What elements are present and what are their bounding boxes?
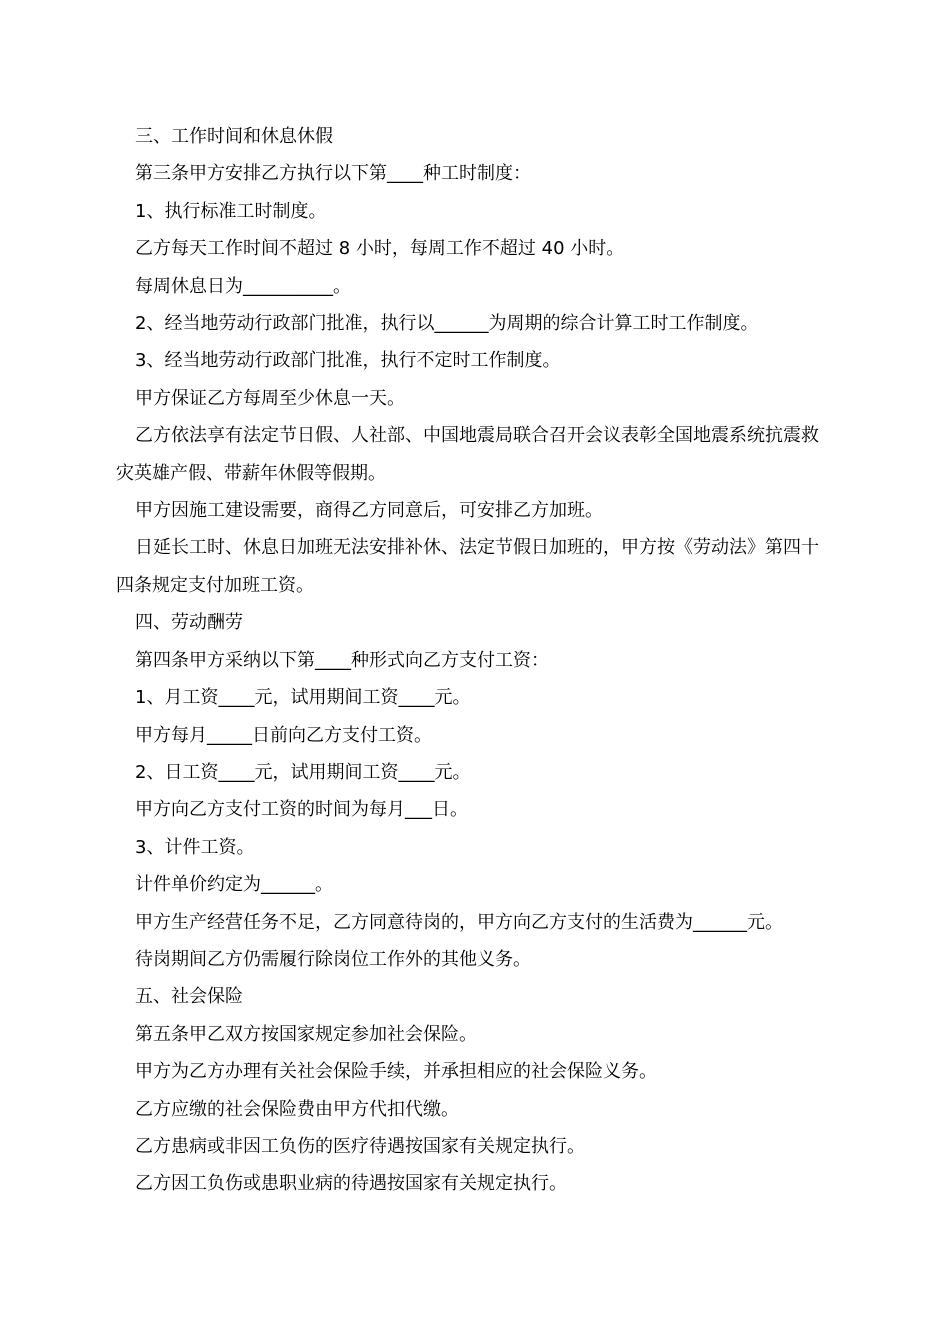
clause-daily-wage: 2、日工资____元，试用期间工资____元。 xyxy=(135,761,471,783)
weekly-rest-day: 每周休息日为__________。 xyxy=(135,275,351,297)
clause-flexible-hours: 3、经当地劳动行政部门批准，执行不定时工作制度。 xyxy=(135,350,561,372)
medical-treatment: 乙方患病或非因工负伤的医疗待遇按国家有关规定执行。 xyxy=(135,1135,585,1157)
clause-comprehensive-hours: 2、经当地劳动行政部门批准，执行以______为周期的综合计算工时工作制度。 xyxy=(135,313,759,335)
insurance-withholding: 乙方应缴的社会保险费由甲方代扣代缴。 xyxy=(135,1098,459,1120)
standby-obligations: 待岗期间乙方仍需履行除岗位工作外的其他义务。 xyxy=(135,948,531,970)
clause-piece-wage: 3、计件工资。 xyxy=(135,836,255,858)
daily-pay-date: 甲方向乙方支付工资的时间为每月___日。 xyxy=(135,799,468,821)
clause-standard-hours: 1、执行标准工时制度。 xyxy=(135,200,327,222)
holiday-entitlement: 乙方依法享有法定节日假、人社部、中国地震局联合召开会议表彰全国地震系统抗震救灾英雄产假、带薪年休假等假期。 xyxy=(116,425,819,484)
section-heading-work-hours: 三、工作时间和休息休假 xyxy=(135,126,333,147)
section-heading-social-insurance: 五、社会保险 xyxy=(135,986,243,1008)
overtime-arrangement: 甲方因施工建设需要，商得乙方同意后，可安排乙方加班。 xyxy=(135,500,603,522)
article-3-intro: 第三条甲方安排乙方执行以下第____种工时制度： xyxy=(135,163,531,185)
standby-allowance: 甲方生产经营任务不足，乙方同意待岗的，甲方向乙方支付的生活费为______元。 xyxy=(135,911,783,933)
clause-monthly-wage: 1、月工资____元，试用期间工资____元。 xyxy=(135,687,471,709)
document-body xyxy=(116,118,836,1203)
article-5-intro: 第五条甲乙双方按国家规定参加社会保险。 xyxy=(135,1023,477,1045)
section-heading-remuneration: 四、劳动酬劳 xyxy=(135,612,243,634)
piece-rate: 计件单价约定为______。 xyxy=(135,874,333,896)
insurance-procedures: 甲方为乙方办理有关社会保险手续，并承担相应的社会保险义务。 xyxy=(135,1061,657,1083)
rest-guarantee: 甲方保证乙方每周至少休息一天。 xyxy=(135,387,405,409)
article-4-intro: 第四条甲方采纳以下第____种形式向乙方支付工资： xyxy=(135,649,549,671)
standard-hours-detail: 乙方每天工作时间不超过 8 小时，每周工作不超过 40 小时。 xyxy=(135,238,625,260)
monthly-pay-date: 甲方每月_____日前向乙方支付工资。 xyxy=(135,724,432,746)
work-injury-treatment: 乙方因工负伤或患职业病的待遇按国家有关规定执行。 xyxy=(135,1173,567,1195)
overtime-pay: 日延长工时、休息日加班无法安排补休、法定节假日加班的，甲方按《劳动法》第四十四条规定支付加班工资。 xyxy=(116,537,819,596)
